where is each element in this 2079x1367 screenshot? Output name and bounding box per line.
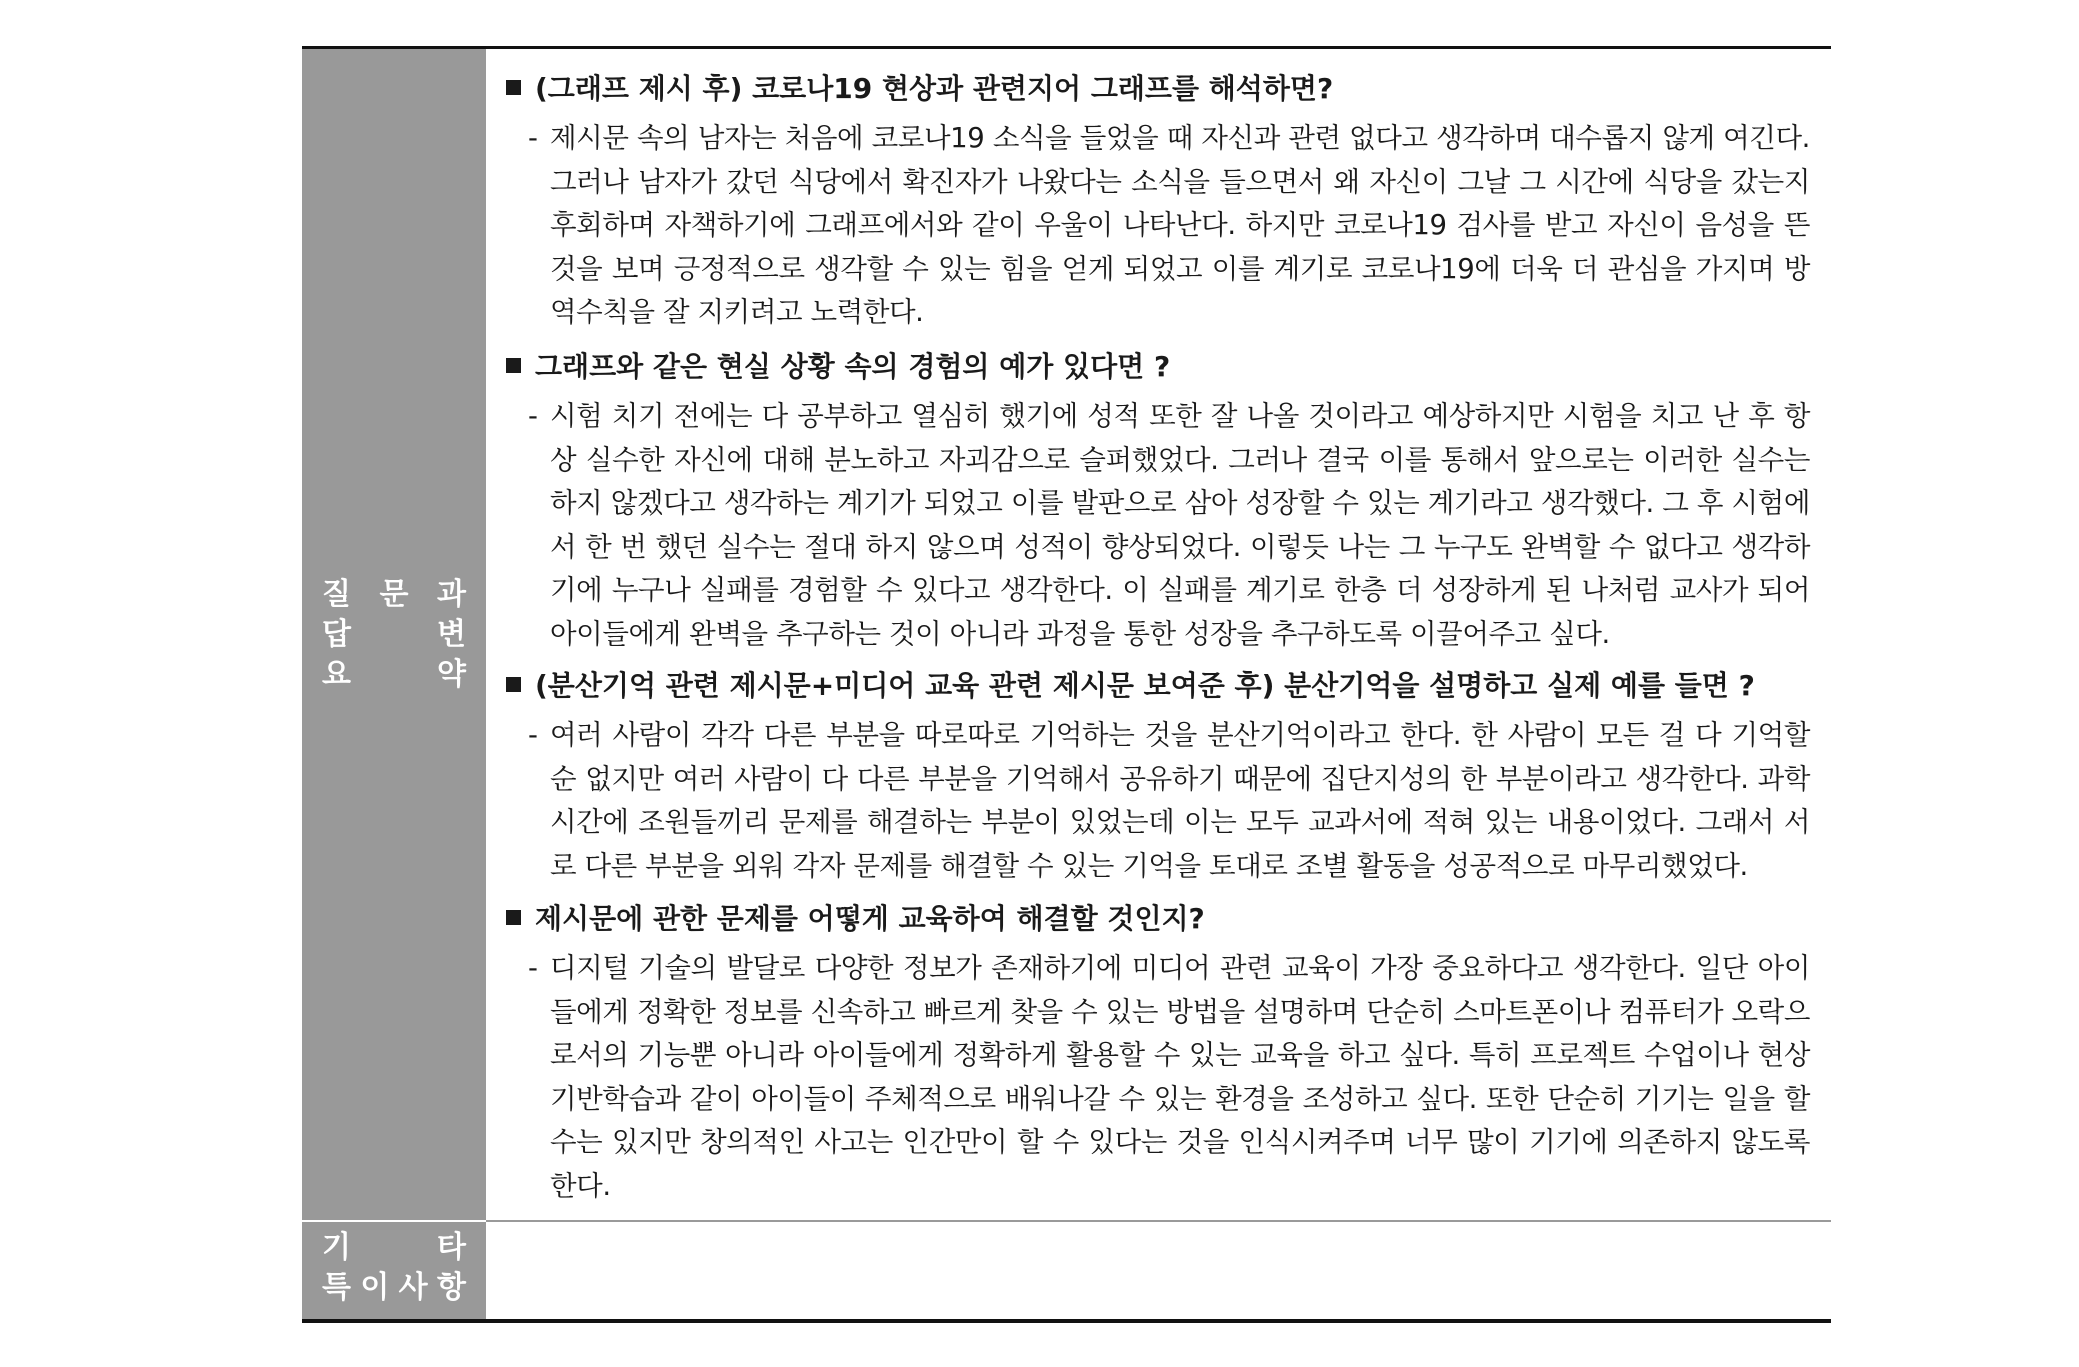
answer-1 [528,117,1810,335]
dash-icon: - [528,719,538,751]
answer-text: 디지털 기술의 발달로 다양한 정보가 존재하기에 미디어 관련 교육이 가장 중요하다고 생각한다. 일단 아이들에게 정확한 정보를 신속하고 빠르게 찾을 수 있는 방법을 설명하며 단순히 스마트폰이나 컴퓨터가 오락으로서의 기능뿐 아니라 아이들에게 정확하게 활용할 수 있는 교육을 하고 싶다. 특히 프로젝트 수업이나 현상기반학습과 같이 아이들이 주체적으로 배워나갈 수 있는 환경을 조성하고 싶다. 또한 단순히 기기는 일을 할 수는 있지만 창의적인 사고는 인간만이 할 수 있다는 것을 인식시켜주며 너무 많이 기기에 의존하지 않도록 한다. [550,952,1810,1202]
qa-label-char: 과 [437,577,466,612]
question-text: 제시문에 관한 문제를 어떻게 교육하여 해결할 것인지? [535,902,1205,935]
dash-icon: - [528,122,538,154]
answer-4 [528,947,1810,1209]
dash-icon: - [528,400,538,432]
qa-label-char: 요 [322,657,351,692]
answer-2 [528,395,1810,657]
misc-label-char: 사 [398,1270,428,1305]
dash-icon: - [528,952,538,984]
qa-summary-content-cell [486,49,1831,1222]
answer-3 [528,714,1810,888]
qa-label-line-1 [322,575,466,615]
qa-label-char: 질 [322,577,351,612]
answer-text: 제시문 속의 남자는 처음에 코로나19 소식을 들었을 때 자신과 관련 없다고 생각하며 대수롭지 않게 여긴다. 그러나 남자가 갔던 식당에서 확진자가 나왔다는 소식을 들으면서 왜 자신이 그날 그 시간에 식당을 갔는지 후회하며 자책하기에 그래프에서와 같이 우울이 나타난다. 하지만 코로나19 검사를 받고 자신이 음성을 뜬 것을 보며 긍정적으로 생각할 수 있는 힘을 얻게 되었고 이를 계기로 코로나19에 더욱 더 관심을 가지며 방역수칙을 잘 지키려고 노력한다. [550,122,1810,329]
question-3 [506,666,1821,706]
square-bullet-icon [506,910,521,925]
misc-label-char: 특 [322,1270,351,1305]
misc-label-char: 이 [360,1270,390,1305]
question-4 [506,899,1821,939]
bottom-rule [302,1319,1831,1323]
answer-text: 여러 사람이 각각 다른 부분을 따로따로 기억하는 것을 분산기억이라고 한다. 한 사람이 모든 걸 다 기억할 순 없지만 여러 사람이 다 다른 부분을 기억해서 공유하기 때문에 집단지성의 한 부분이라고 생각한다. 과학 시간에 조원들끼리 문제를 해결하는 부분이 있었는데 이는 모두 교과서에 적혀 있는 내용이었다. 그래서 서로 다른 부분을 외워 각자 문제를 해결할 수 있는 기억을 토대로 조별 활동을 성공적으로 마무리했었다. [550,719,1810,882]
qa-label-line-2 [322,615,466,655]
misc-label-line-1 [322,1228,466,1268]
qa-label-char: 변 [437,617,466,652]
square-bullet-icon [506,358,521,373]
question-text: (그래프 제시 후) 코로나19 현상과 관련지어 그래프를 해석하면? [535,72,1334,105]
square-bullet-icon [506,677,521,692]
misc-label-char: 타 [437,1230,466,1265]
question-text: 그래프와 같은 현실 상황 속의 경험의 예가 있다면 ? [535,350,1171,383]
misc-label-line-2 [322,1268,466,1308]
misc-label-char: 기 [322,1230,351,1265]
misc-notes-label-cell [302,1222,486,1319]
question-1 [506,69,1821,109]
answer-text: 시험 치기 전에는 다 공부하고 열심히 했기에 성적 또한 잘 나올 것이라고 예상하지만 시험을 치고 난 후 항상 실수한 자신에 대해 분노하고 자괴감으로 슬퍼했었다. 그러나 결국 이를 통해서 앞으로는 이러한 실수는 하지 않겠다고 생각하는 계기가 되었고 이를 발판으로 삼아 성장할 수 있는 계기라고 생각했다. 그 후 시험에서 한 번 했던 실수는 절대 하지 않으며 성적이 향상되었다. 이렇듯 나는 그 누구도 완벽할 수 없다고 생각하기에 누구나 실패를 경험할 수 있다고 생각한다. 이 실패를 계기로 한층 더 성장하게 된 나처럼 교사가 되어 아이들에게 완벽을 추구하는 것이 아니라 과정을 통한 성장을 추구하도록 이끌어주고 싶다. [550,400,1810,650]
question-text: (분산기억 관련 제시문+미디어 교육 관련 제시문 보여준 후) 분산기억을 설명하고 실제 예를 들면 ? [535,669,1755,702]
misc-notes-content-cell [486,1222,1831,1319]
qa-label-char: 약 [437,657,466,692]
square-bullet-icon [506,80,521,95]
question-2 [506,347,1821,387]
qa-summary-label-cell [302,49,486,1222]
qa-label-char: 문 [379,577,409,612]
misc-label-char: 항 [436,1270,466,1305]
qa-label-line-3 [322,655,466,695]
report-table [302,46,1831,1323]
qa-label-char: 답 [322,617,351,652]
